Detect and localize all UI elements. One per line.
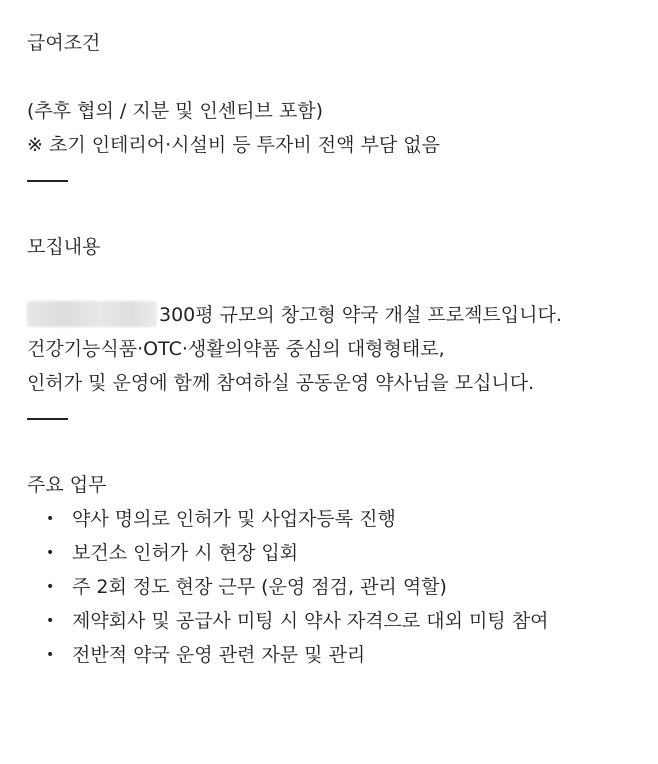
section-divider [27,418,68,420]
pay-heading: 급여조건 [27,32,101,54]
recruit-line-2: 건강기능식품·OTC·생활의약품 중심의 대형형태로, [27,338,445,360]
pay-note: (추후 협의 / 지분 및 인센티브 포함) [27,100,324,122]
blank-line [27,196,658,230]
bullet-icon: • [46,545,55,561]
blank-line [27,264,658,298]
list-item: • 제약회사 및 공급사 미팅 시 약사 자격으로 대외 미팅 참여 [27,604,658,638]
recruit-line-3: 인허가 및 운영에 함께 참여하실 공동운영 약사님을 모십니다. [27,372,535,394]
bullet-icon: • [46,579,55,595]
section-divider [27,180,68,182]
blank-line [27,434,658,468]
bullet-icon: • [46,647,55,663]
redacted-text-blur [27,301,157,327]
recruit-line-1 [27,298,658,332]
list-item: • 약사 명의로 인허가 및 사업자등록 진행 [27,502,658,536]
bullet-icon: • [46,511,55,527]
bullet-icon: • [46,613,55,629]
list-item: • 보건소 인허가 시 현장 입회 [27,536,658,570]
list-item: • 주 2회 정도 현장 근무 (운영 점검, 관리 역할) [27,570,658,604]
blank-line [27,60,658,94]
investment-note: ※ 초기 인테리어·시설비 등 투자비 전액 부담 없음 [27,134,440,156]
duties-heading: 주요 업무 [27,474,107,496]
list-item: • 전반적 약국 운영 관련 자문 및 관리 [27,638,658,672]
recruit-line-1-text: 300평 규모의 창고형 약국 개설 프로젝트입니다. [159,304,562,326]
recruit-heading: 모집내용 [27,236,101,258]
duties-list [27,502,658,672]
